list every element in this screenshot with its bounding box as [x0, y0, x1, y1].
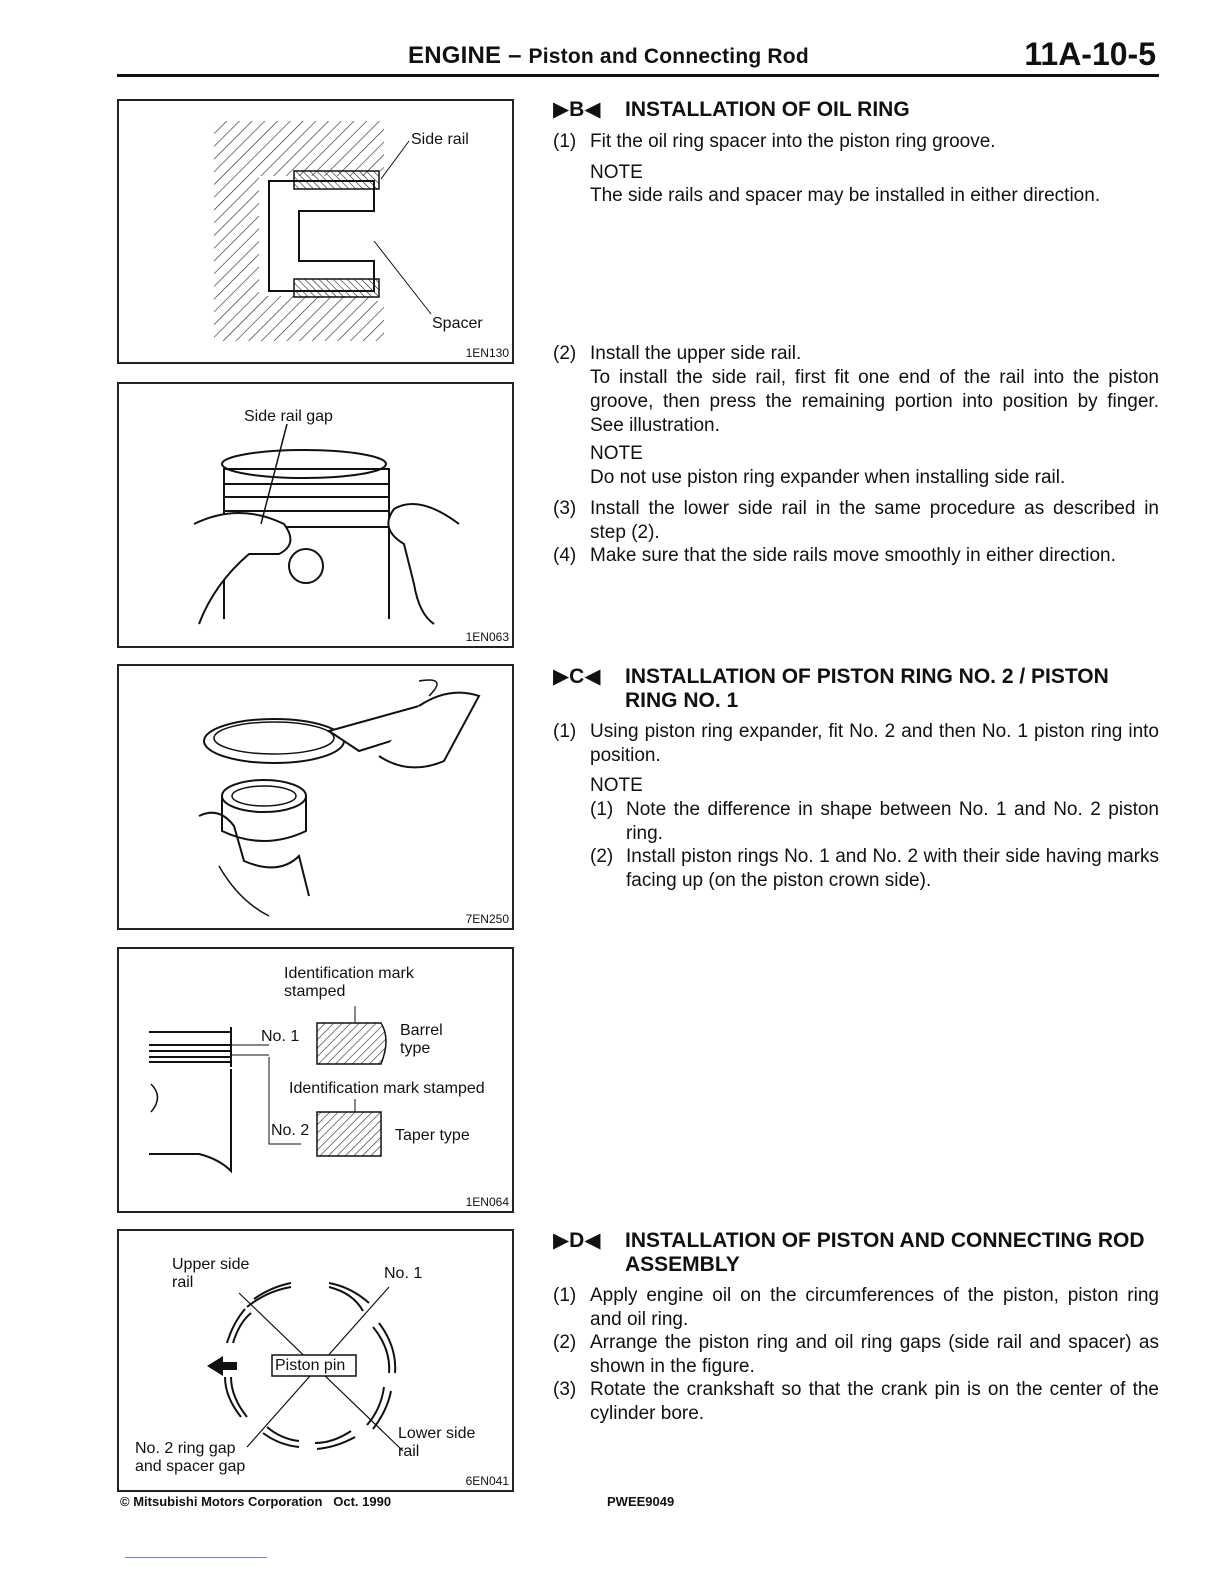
label-no2: No. 2	[271, 1122, 310, 1139]
section-d-body	[553, 1284, 1159, 1434]
section-d-title: INSTALLATION OF PISTON AND CONNECTING ROD ASSEMBLY	[625, 1229, 1145, 1276]
footer-document-code: PWEE9049	[607, 1494, 675, 1509]
label-lower-side-rail: Lower side rail	[398, 1425, 476, 1460]
figure-code: 1EN063	[465, 630, 509, 644]
label-barrel-type: Barrel type	[400, 1022, 443, 1057]
note-item-text: Install piston rings No. 1 and No. 2 with their side having marks facing up (on the piston crown side).	[626, 846, 1159, 891]
step-text: Install the lower side rail in the same procedure as described in step (2).	[590, 498, 1159, 543]
header-rule	[117, 74, 1159, 77]
note-item-number: (2)	[590, 846, 614, 867]
step-text: Rotate the crankshaft so that the crank pin is on the center of the cylinder bore.	[590, 1379, 1159, 1424]
page-header-title	[408, 42, 809, 70]
header-subtitle: Piston and Connecting Rod	[528, 45, 809, 68]
section-c-heading	[553, 665, 1159, 713]
footer-divider	[125, 1557, 267, 1558]
step-text: Fit the oil ring spacer into the piston ring groove.	[590, 131, 996, 152]
step-number: (4)	[553, 545, 577, 566]
section-d-mark: ▶D◀	[553, 1229, 601, 1252]
note-item-text: Note the difference in shape between No. 1 and No. 2 piston ring.	[626, 799, 1159, 844]
step-text: Arrange the piston ring and oil ring gaps (side rail and spacer) as shown in the figure.	[590, 1332, 1159, 1377]
note-label: NOTE	[590, 162, 643, 183]
label-no1: No. 1	[261, 1028, 300, 1045]
header-dash: –	[508, 42, 522, 69]
figure-code: 1EN130	[465, 346, 509, 360]
section-c-mark: ▶C◀	[553, 665, 601, 688]
label-no2-ring-gap: No. 2 ring gap and spacer gap	[135, 1440, 246, 1475]
label-upper-side-rail: Upper side rail	[172, 1256, 250, 1291]
step-text: Apply engine oil on the circumferences of the piston, piston ring and oil ring.	[590, 1285, 1159, 1330]
figure-identification-marks	[117, 947, 514, 1213]
figure-code: 6EN041	[465, 1474, 509, 1488]
label-side-rail-gap: Side rail gap	[244, 408, 333, 425]
figure-code: 1EN064	[465, 1195, 509, 1209]
footer-copyright: © Mitsubishi Motors Corporation Oct. 1990	[120, 1494, 392, 1509]
note-item-number: (1)	[590, 799, 614, 820]
label-piston-pin: Piston pin	[275, 1357, 346, 1374]
label-side-rail: Side rail	[411, 131, 469, 148]
step-number: (2)	[553, 343, 577, 364]
note-label: NOTE	[590, 775, 643, 796]
note-text: Do not use piston ring expander when installing side rail.	[590, 467, 1066, 488]
step-number: (1)	[553, 131, 577, 152]
figure-ring-expander	[117, 664, 514, 930]
header-section: ENGINE	[408, 42, 502, 69]
step-number: (1)	[553, 721, 577, 742]
step-number: (3)	[553, 1379, 577, 1400]
step-number: (3)	[553, 498, 577, 519]
step-text: Using piston ring expander, fit No. 2 and then No. 1 piston ring into position.	[590, 721, 1159, 766]
note-text: The side rails and spacer may be installed in either direction.	[590, 185, 1101, 206]
label-id-mark-stamped: Identification mark stamped	[284, 965, 414, 1000]
section-b-body	[553, 130, 1159, 600]
step-number: (1)	[553, 1285, 577, 1306]
label-id-mark-stamped-2: Identification mark stamped	[289, 1080, 485, 1097]
step-text: Install the upper side rail. To install the side rail, first fit one end of the rail into the piston groove, then press the remaining portion into position by finger. See illustration.	[590, 343, 1159, 436]
figure-oil-ring-section	[117, 99, 514, 364]
section-c-title: INSTALLATION OF PISTON RING NO. 2 / PISTON RING NO. 1	[625, 665, 1109, 712]
label-spacer: Spacer	[432, 315, 483, 332]
section-b-title: INSTALLATION OF OIL RING	[625, 98, 910, 121]
step-text: Make sure that the side rails move smoothly in either direction.	[590, 545, 1116, 566]
figure-ring-gap-arrangement	[117, 1229, 514, 1492]
step-number: (2)	[553, 1332, 577, 1353]
page-number: 11A-10-5	[1024, 36, 1156, 72]
section-d-heading	[553, 1229, 1159, 1277]
figure-side-rail-gap	[117, 382, 514, 648]
label-no1-gap: No. 1	[384, 1265, 423, 1282]
section-b-mark: ▶B◀	[553, 98, 601, 121]
figure-code: 7EN250	[465, 912, 509, 926]
ring-expander-drawing	[119, 666, 512, 928]
section-c-body	[553, 720, 1159, 900]
note-label: NOTE	[590, 443, 643, 464]
label-taper-type: Taper type	[395, 1127, 470, 1144]
